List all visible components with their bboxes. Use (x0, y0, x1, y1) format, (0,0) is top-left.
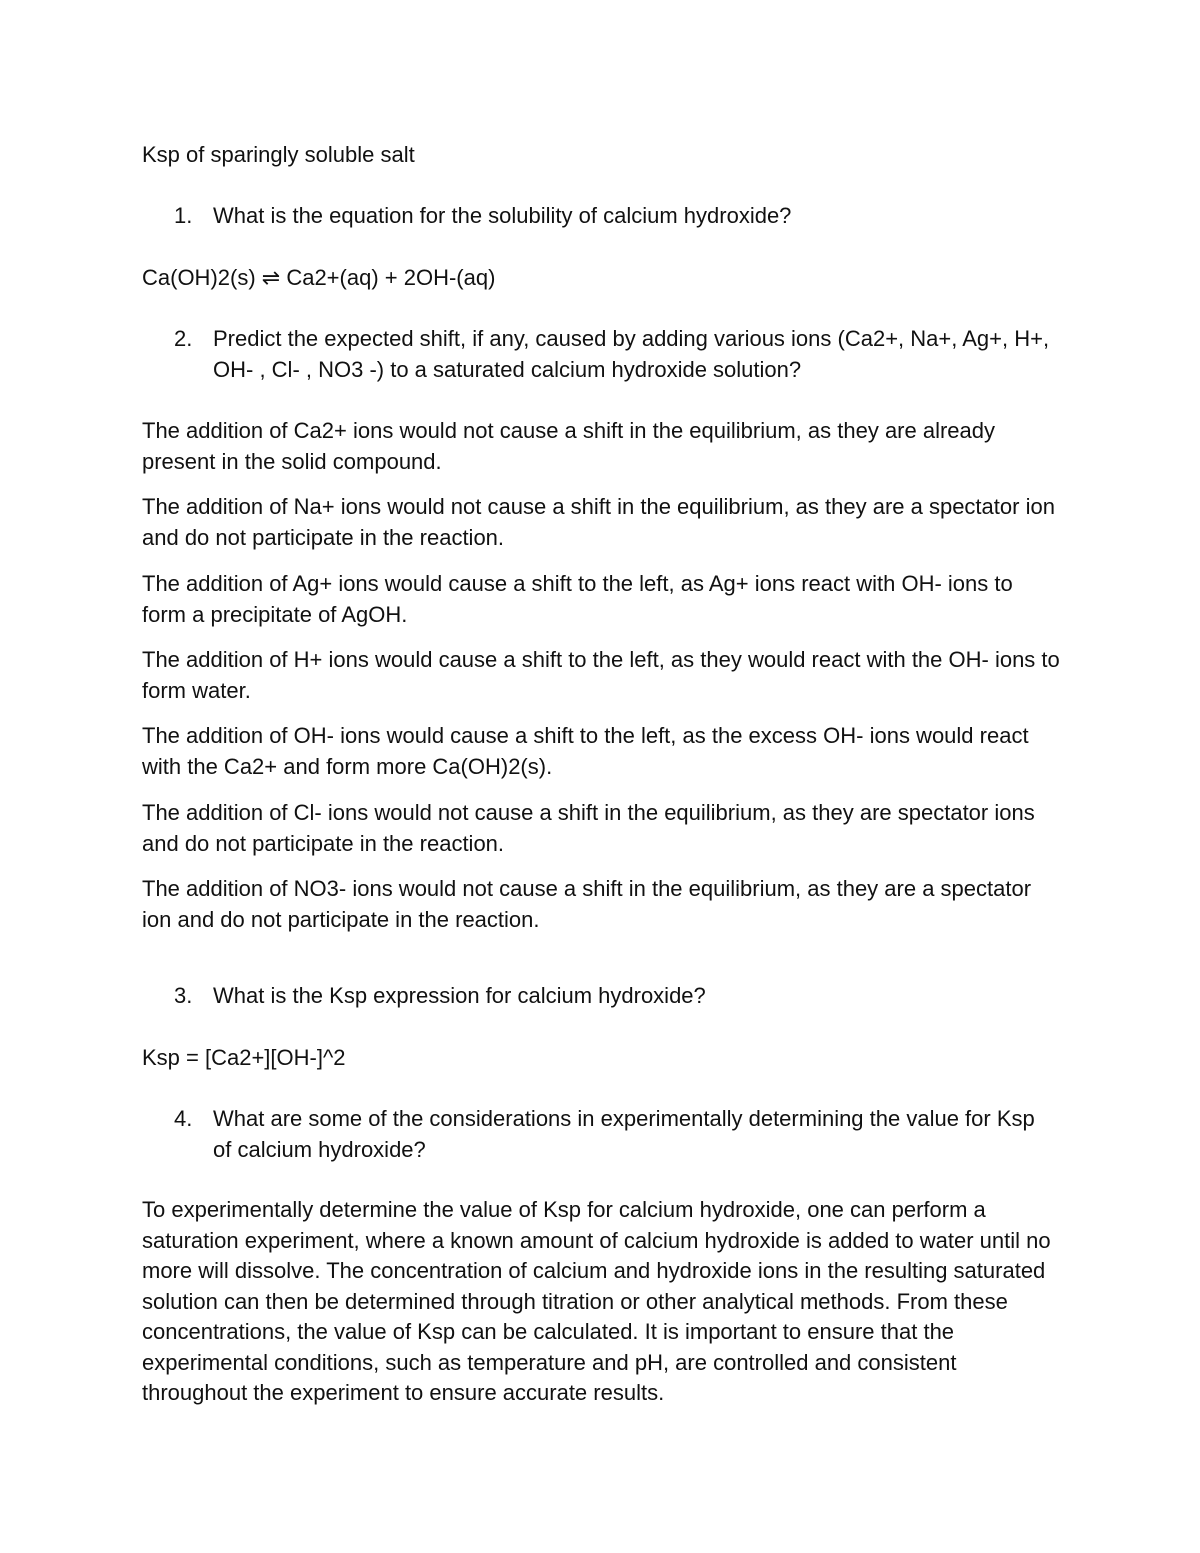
answer-3-expression: Ksp = [Ca2+][OH-]^2 (142, 1045, 346, 1070)
answer-2-paragraph: The addition of H+ ions would cause a shift to the left, as they would react with the OH- ions to form water. (142, 647, 1060, 703)
answer-2-paragraph: The addition of Cl- ions would not cause a shift in the equilibrium, as they are spectator ions and do not participate in the reaction. (142, 800, 1035, 856)
answer-4-paragraph: To experimentally determine the value of Ksp for calcium hydroxide, one can perform a saturation experiment, where a known amount of calcium hydroxide is added to water until no more will dissolve. The concentration of calcium and hydroxide ions in the resulting saturated solution can then be determined through titration or other analytical methods. From these concentrations, the value of Ksp can be calculated. It is important to ensure that the experimental conditions, such as temperature and pH, are controlled and consistent throughout the experiment to ensure accurate results. (142, 1197, 1051, 1405)
question-4 (174, 1104, 1054, 1165)
answer-2-paragraph: The addition of OH- ions would cause a shift to the left, as the excess OH- ions would react with the Ca2+ and form more Ca(OH)2(s). (142, 723, 1029, 779)
question-1-number: 1. (174, 203, 193, 228)
answer-2-paragraph: The addition of Ag+ ions would cause a shift to the left, as Ag+ ions react with OH- ions to form a precipitate of AgOH. (142, 571, 1013, 627)
question-4-text: What are some of the considerations in experimentally determining the value for Ksp of calcium hydroxide? (213, 1106, 1035, 1162)
question-2-text: Predict the expected shift, if any, caused by adding various ions (Ca2+, Na+, Ag+, H+, OH- , Cl- , NO3 -) to a saturated calcium hydroxide solution? (213, 326, 1050, 382)
question-4-number: 4. (174, 1106, 193, 1131)
question-1-text: What is the equation for the solubility of calcium hydroxide? (213, 203, 792, 228)
answer-1-equation: Ca(OH)2(s) ⇌ Ca2+(aq) + 2OH-(aq) (142, 265, 496, 290)
question-2 (174, 324, 1054, 385)
question-3 (174, 981, 1054, 1012)
answer-2-paragraph: The addition of NO3- ions would not cause a shift in the equilibrium, as they are a spectator ion and do not participate in the reaction. (142, 876, 1032, 932)
document-title: Ksp of sparingly soluble salt (142, 142, 415, 167)
question-1 (174, 201, 1054, 232)
answer-2-paragraph: The addition of Ca2+ ions would not cause a shift in the equilibrium, as they are already present in the solid compound. (142, 418, 996, 474)
answer-2-paragraph: The addition of Na+ ions would not cause a shift in the equilibrium, as they are a spectator ion and do not participate in the reaction. (142, 494, 1055, 550)
question-3-text: What is the Ksp expression for calcium hydroxide? (213, 983, 706, 1008)
question-2-number: 2. (174, 326, 193, 351)
question-3-number: 3. (174, 983, 193, 1008)
